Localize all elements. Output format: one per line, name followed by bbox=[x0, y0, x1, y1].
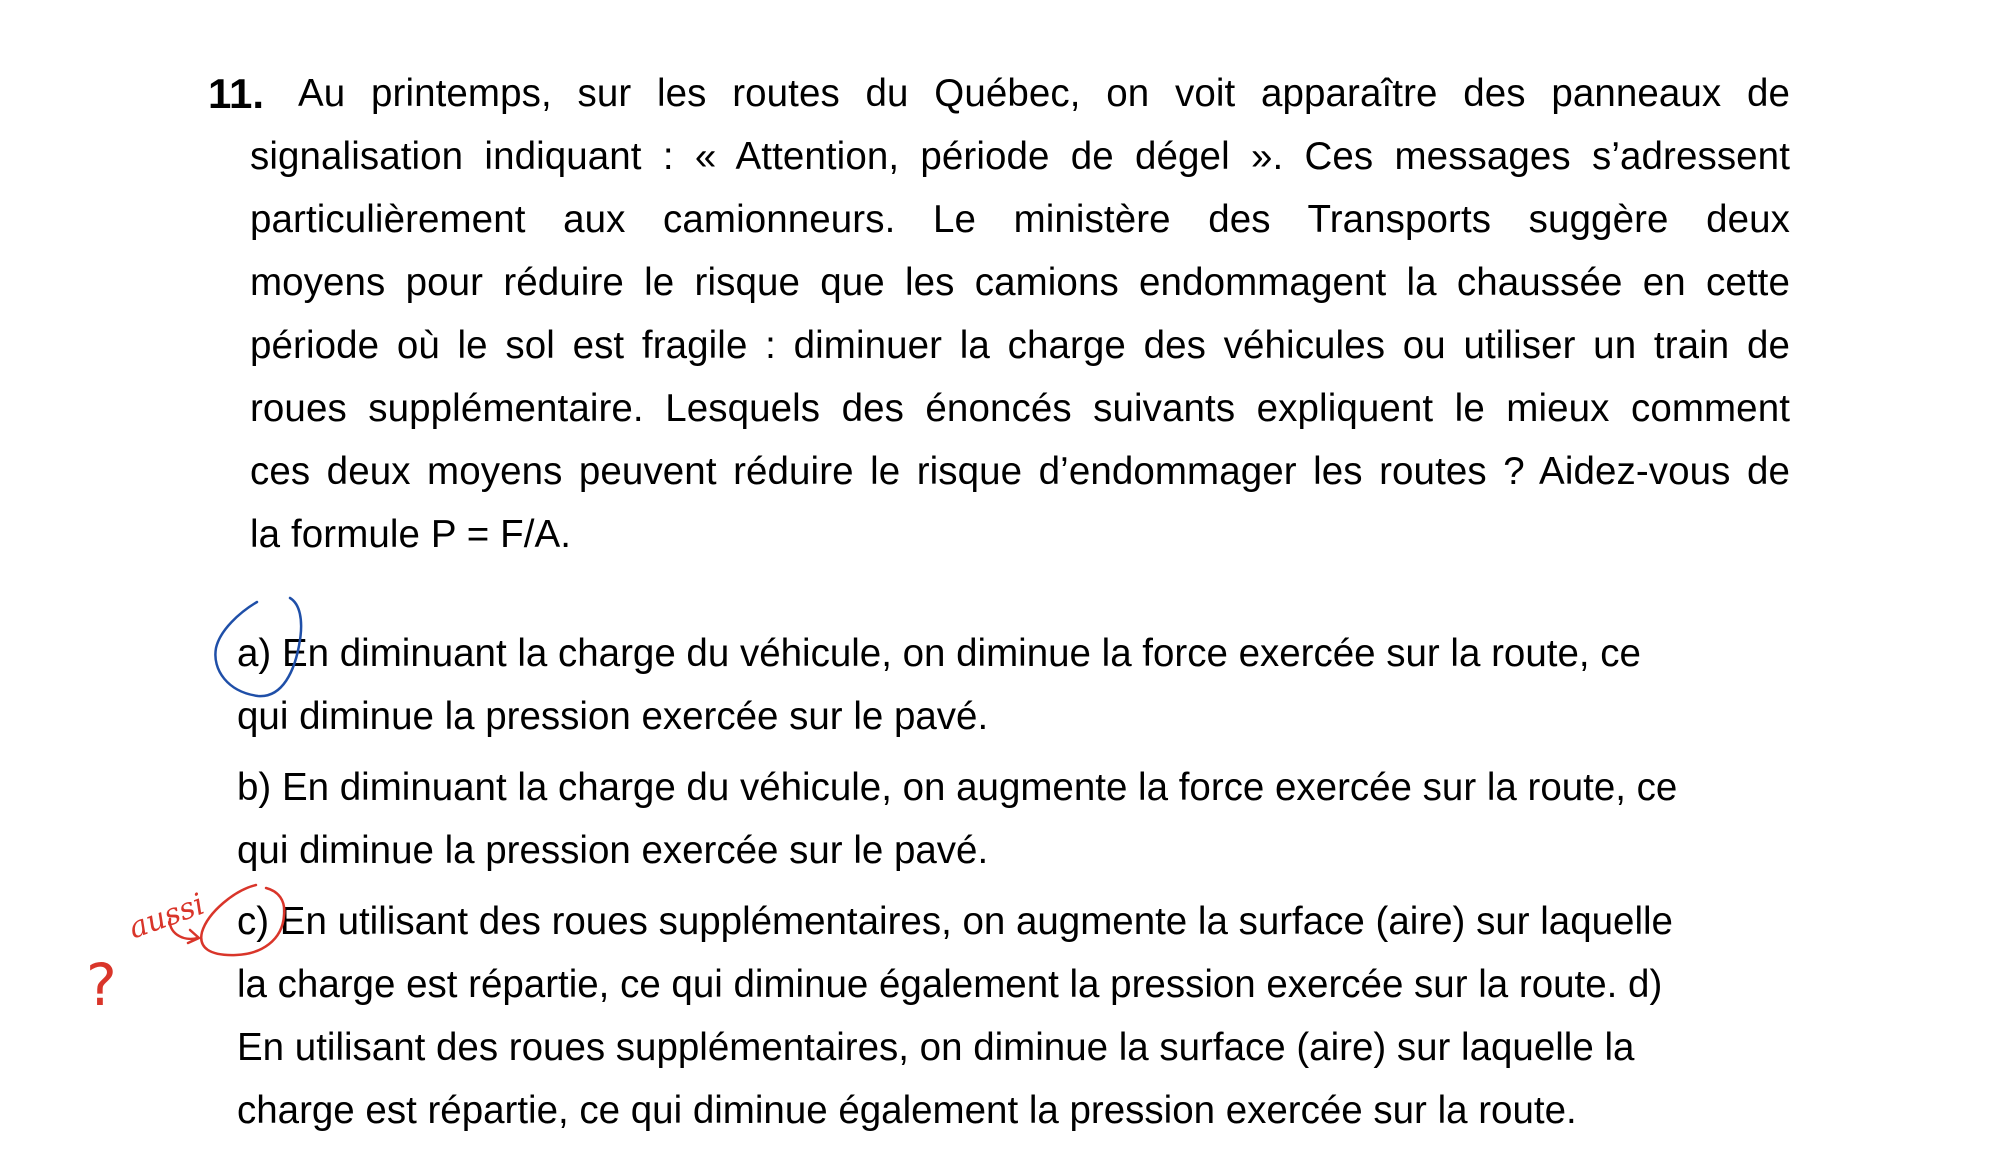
option-a-line: qui diminue la pression exercée sur le pavé. bbox=[237, 695, 989, 738]
answer-options bbox=[237, 622, 1797, 1142]
red-arrow-icon bbox=[170, 919, 199, 943]
option-c-label: c) bbox=[237, 900, 270, 943]
option-a-line bbox=[237, 622, 1797, 685]
question-line: moyens pour réduire le risque que les camions endommagent la chaussée en cette bbox=[250, 261, 1790, 304]
question-mark-note: ? bbox=[86, 951, 117, 1019]
aussi-note: aussi bbox=[124, 886, 210, 947]
option-c-line: charge est répartie, ce qui diminue également la pression exercée sur la route. bbox=[237, 1089, 1577, 1132]
question-line: signalisation indiquant : « Attention, période de dégel ». Ces messages s’adressent bbox=[250, 135, 1790, 178]
question-number: 11. bbox=[208, 70, 265, 117]
option-b-label: b) bbox=[237, 766, 272, 809]
question-text bbox=[250, 62, 1790, 566]
option-c-line bbox=[237, 890, 1797, 953]
option-a-label: a) bbox=[237, 632, 272, 675]
question-line: particulièrement aux camionneurs. Le ministère des Transports suggère deux bbox=[250, 198, 1790, 241]
question-line: ces deux moyens peuvent réduire le risque d’endommager les routes ? Aidez-vous de bbox=[250, 450, 1790, 493]
option-c-line: la charge est répartie, ce qui diminue également la pression exercée sur la route. d) bbox=[237, 963, 1663, 1006]
option-a-text: En diminuant la charge du véhicule, on diminue la force exercée sur la route, ce bbox=[281, 632, 1641, 675]
option-c-text: En utilisant des roues supplémentaires, on augmente la surface (aire) sur laquelle bbox=[279, 900, 1673, 943]
option-b-line bbox=[237, 756, 1797, 819]
question-line: période où le sol est fragile : diminuer la charge des véhicules ou utiliser un train de bbox=[250, 324, 1790, 367]
option-b-text: En diminuant la charge du véhicule, on augmente la force exercée sur la route, ce bbox=[281, 766, 1678, 809]
option-b[interactable] bbox=[237, 756, 1797, 882]
question-line: Au printemps, sur les routes du Québec, on voit apparaître des panneaux de bbox=[298, 72, 1790, 115]
option-spacer bbox=[237, 748, 1797, 756]
question-line: la formule P = F/A. bbox=[250, 513, 572, 556]
option-spacer bbox=[237, 882, 1797, 890]
option-b-line: qui diminue la pression exercée sur le pavé. bbox=[237, 829, 989, 872]
option-a[interactable] bbox=[237, 622, 1797, 748]
option-c[interactable] bbox=[237, 890, 1797, 1142]
question-line: roues supplémentaire. Lesquels des énoncés suivants expliquent le mieux comment bbox=[250, 387, 1790, 430]
option-c-line: En utilisant des roues supplémentaires, on diminue la surface (aire) sur laquelle la bbox=[237, 1026, 1635, 1069]
